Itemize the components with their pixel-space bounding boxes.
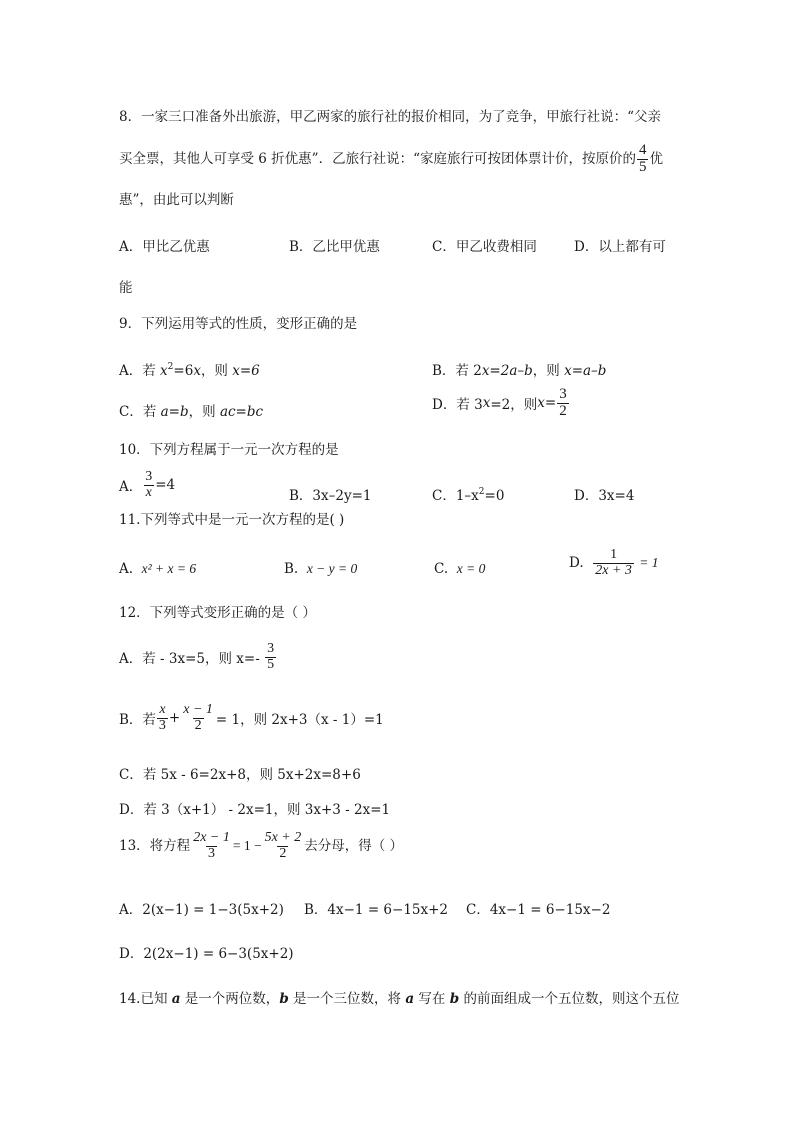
q11-b-label: B.	[284, 561, 299, 577]
q12-b-num2: x − 1	[183, 702, 213, 717]
q10-a-label: A．	[119, 479, 143, 496]
q12-b-fraction-2	[181, 703, 215, 733]
q10-c-pre: C．1–x	[432, 488, 479, 504]
q13-fraction-1	[191, 831, 232, 861]
q13-option-c: C．4x−1 = 6−15x−2	[466, 902, 611, 918]
q13-num2: 5x + 2	[264, 830, 302, 845]
q14-var-b: b	[279, 991, 289, 1007]
q14-stem	[119, 993, 679, 1007]
q12-b-rest: = 1，则 2x+3（x - 1）=1	[215, 712, 384, 729]
q14-var-a-2: a	[405, 991, 415, 1007]
q14-p5: 的前面组成一个五位数，则这个五位	[459, 991, 680, 1007]
q9-a-x: x	[160, 363, 168, 379]
q8-line-1: 8．一家三口准备外出旅游，甲乙两家的旅行社的报价相同，为了竞争，甲旅行社说：“父亲	[119, 109, 661, 125]
q9-c-result: ac=bc	[219, 404, 264, 420]
q12-option-c: C．若 5x - 6=2x+8，则 5x+2x=8+6	[119, 767, 361, 783]
q10-a-fraction	[143, 470, 154, 500]
q12-b-label: B．若	[119, 712, 156, 729]
q8-line-2	[119, 143, 663, 176]
q13-num1: 2x − 1	[193, 830, 230, 845]
q13-den1: 3	[208, 845, 216, 861]
q13-fraction-2	[263, 831, 304, 861]
q9-option-b	[432, 359, 606, 379]
q12-b-den1: 3	[158, 717, 166, 733]
q9-b-result: x=a–b	[564, 363, 607, 379]
q8-option-a: A．甲比乙优惠	[119, 239, 210, 255]
q14-p4: 写在	[414, 991, 450, 1007]
q9-d-fraction	[557, 387, 569, 420]
q13-pre: 13．将方程	[119, 837, 191, 854]
q8-frac-den: 5	[638, 158, 647, 175]
q10-option-a	[119, 470, 175, 500]
q12-option-d: D．若 3（x+1） - 2x=1，则 3x+3 - 2x=1	[119, 802, 391, 818]
q12-b-plus: +	[168, 710, 181, 727]
q13-option-d: D．2(2x−1) = 6−3(5x+2)	[119, 946, 294, 962]
q11-option-d	[569, 548, 658, 578]
q12-a-den: 5	[267, 656, 275, 672]
q11-d-fraction	[593, 548, 634, 578]
q14-var-a: a	[171, 991, 181, 1007]
q8-option-c: C．甲乙收费相同	[432, 239, 537, 255]
q13-eq: = 1 −	[232, 837, 262, 853]
q8-line-2-end: 优	[649, 150, 663, 167]
q11-d-label: D.	[569, 555, 584, 572]
q9-option-a	[119, 359, 260, 379]
q9-a-x2: x	[193, 363, 201, 379]
q12-option-b	[119, 703, 384, 733]
q10-option-b: B．3x–2y=1	[289, 488, 372, 504]
q11-d-rest: = 1	[639, 555, 659, 571]
q10-c-rest: =0	[484, 488, 505, 504]
q9-b-then: ，则	[532, 363, 565, 379]
q12-b-num1: x	[159, 702, 166, 717]
q8-fraction-4-5	[637, 143, 649, 176]
q14-p1: 14.已知	[119, 991, 172, 1007]
q9-d-expr: x	[482, 395, 491, 412]
q9-a-sup: 2	[167, 362, 174, 372]
q8-option-d-continued: 能	[119, 280, 133, 296]
q11-c-expr: x = 0	[456, 561, 486, 576]
q14-var-b-2: b	[449, 991, 460, 1007]
q9-d-num: 3	[559, 386, 567, 402]
q9-b-pre: B．若 2	[432, 363, 482, 379]
q10-c-sup: 2	[478, 487, 485, 497]
q12-a-num: 3	[267, 641, 275, 656]
q11-a-expr: x² + x = 6	[141, 561, 197, 576]
q9-d-result: x=	[537, 395, 557, 412]
q11-d-num: 1	[610, 547, 618, 562]
q12-a-fraction	[265, 642, 276, 672]
q13-den2: 2	[279, 845, 287, 861]
q9-c-then: ，则	[188, 404, 220, 420]
q13-option-b: B．4x−1 = 6−15x+2	[304, 902, 449, 918]
q9-b-expr: x=2a–b	[481, 363, 533, 379]
q11-a-label: A.	[119, 561, 134, 577]
q10-a-rest: =4	[155, 477, 176, 494]
q8-line-2-text: 买全票，其他人可享受 6 折优惠”．乙旅行社说：“家庭旅行可按团体票计价，按原价的	[119, 150, 636, 167]
q9-a-mid: =6	[173, 363, 194, 379]
q9-title: 9．下列运用等式的性质，变形正确的是	[119, 316, 358, 332]
q10-a-den: x	[145, 484, 152, 500]
q11-c-label: C.	[434, 561, 449, 577]
q9-option-c	[119, 400, 263, 420]
q8-option-b: B．乙比甲优惠	[289, 239, 380, 255]
q11-option-a	[119, 561, 196, 577]
q9-c-expr: a=b	[160, 404, 189, 420]
q10-option-d: D．3x=4	[574, 488, 635, 504]
q12-b-fraction-1	[157, 703, 168, 733]
q11-b-expr: x − y = 0	[306, 561, 358, 576]
q11-d-den: 2x + 3	[595, 562, 632, 578]
q9-d-den: 2	[559, 402, 567, 419]
q9-c-pre: C．若	[119, 404, 161, 420]
q8-frac-num: 4	[638, 142, 647, 158]
q8-option-d: D．以上都有可	[574, 239, 666, 255]
q9-d-mid: =2，则	[490, 397, 538, 414]
q14-p3: 是一个三位数，将	[288, 991, 406, 1007]
q13-option-a: A．2(x−1) = 1−3(5x+2)	[119, 902, 284, 918]
q8-line-3: 惠”，由此可以判断	[119, 192, 234, 208]
q10-a-num: 3	[145, 469, 153, 484]
q13-stem	[119, 831, 403, 861]
q9-d-pre: D．若 3	[432, 397, 483, 414]
q11-option-c	[434, 561, 485, 577]
q12-a-pre: A．若 - 3x=5，则 x=-	[119, 651, 260, 668]
q11-option-b	[284, 561, 357, 577]
q10-option-c	[432, 484, 504, 504]
q12-option-a	[119, 642, 277, 672]
q12-b-den2: 2	[194, 717, 202, 733]
q11-title: 11.下列等式中是一元一次方程的是( )	[119, 512, 345, 528]
q10-title: 10．下列方程属于一元一次方程的是	[119, 442, 339, 458]
q9-a-result: x=6	[232, 363, 260, 379]
q9-option-d	[432, 387, 570, 420]
q9-a-pre: A．若	[119, 363, 161, 379]
q9-a-then: ，则	[200, 363, 233, 379]
q14-p2: 是一个两位数，	[180, 991, 280, 1007]
q12-title: 12．下列等式变形正确的是（ ）	[119, 605, 316, 621]
q13-post: 去分母，得（ ）	[304, 837, 404, 854]
